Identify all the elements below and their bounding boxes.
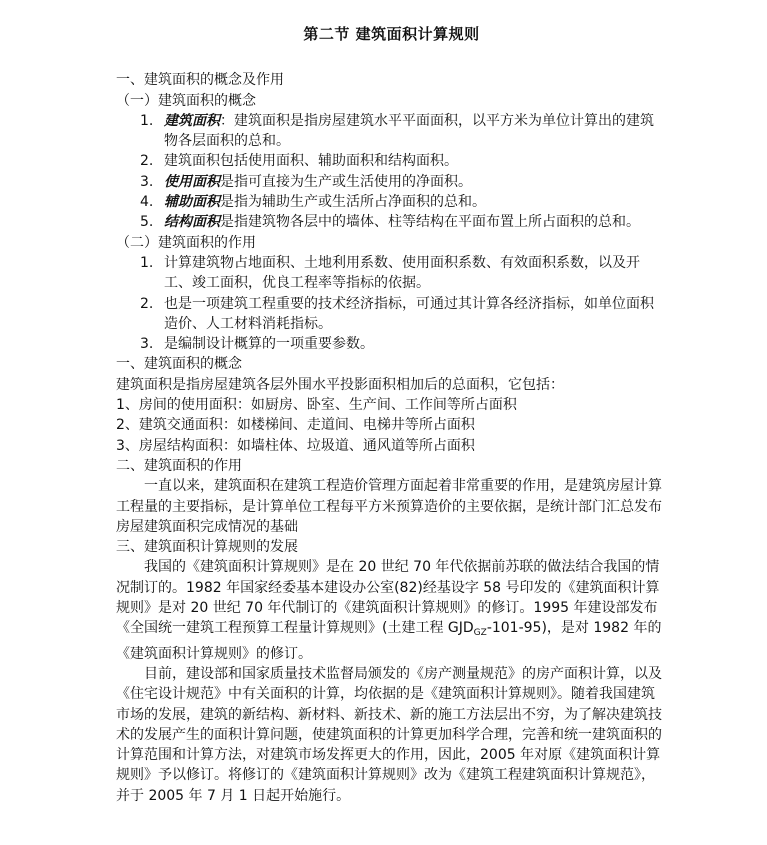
list-text: 是指为辅助生产或生活所占净面积的总和。 (220, 194, 486, 211)
list-item (116, 151, 667, 171)
list-text: 也是一项建筑工程重要的技术经济指标，可通过其计算各经济指标，如单位面积造价、人工材料消耗指标。 (164, 295, 654, 332)
list-item (116, 334, 667, 354)
list-text: 是指建筑物各层中的墙体、柱等结构在平面布置上所占面积的总和。 (220, 214, 640, 231)
list-number: 1. (140, 254, 154, 271)
term-label: 使用面积 (164, 173, 220, 190)
development-paragraph-1 (116, 557, 667, 663)
function-paragraph: 一直以来，建筑面积在建筑工程造价管理方面起着非常重要的作用，是建筑房屋计算工程量的主要指标，是计算单位工程每平方米预算造价的主要依据，是统计部门汇总发布房屋建筑面积完成情况的基础 (116, 478, 662, 535)
list-text: 建筑面积包括使用面积、辅助面积和结构面积。 (164, 153, 458, 170)
concept-intro: 建筑面积是指房屋建筑各层外围水平投影面积相加后的总面积，它包括： (116, 376, 564, 393)
term-label: 结构面积 (164, 214, 220, 231)
section-heading-function: 二、建筑面积的作用 (116, 457, 242, 474)
list-text: 是编制设计概算的一项重要参数。 (164, 336, 374, 353)
section-heading-development: 三、建筑面积计算规则的发展 (116, 539, 298, 556)
subsection-heading-function: （二）建筑面积的作用 (116, 234, 256, 251)
concept-line: 2、建筑交通面积：如楼梯间、走道间、电梯井等所占面积 (116, 417, 475, 434)
list-number: 4. (140, 194, 154, 211)
list-item (116, 212, 667, 232)
paragraph-text: 我国的《建筑面积计算规则》是在 20 世纪 70 年代依据前苏联的做法结合我国的情况制订的。1982 年国家经委基本建设办公室(82)经基设字 58 号印发的《建筑面积计算规则》是对 20 世纪 70 年代制订的《建筑面积计算规则》的修订。1995 年建设部发布《全国统一建筑工程预算工程量计算规则》(土建工程 GJD (116, 559, 660, 637)
list-text: 计算建筑物占地面积、土地利用系数、使用面积系数、有效面积系数，以及开工、竣工面积，优良工程率等指标的依据。 (164, 254, 640, 292)
list-item (116, 253, 667, 294)
list-number: 1. (140, 112, 154, 129)
list-number: 2. (140, 295, 154, 312)
list-item (116, 192, 667, 212)
list-item (116, 172, 667, 192)
list-text: 是指可直接为生产或生活使用的净面积。 (220, 173, 472, 190)
list-text: ：建筑面积是指房屋建筑水平平面面积，以平方米为单位计算出的建筑物各层面积的总和。 (164, 112, 654, 150)
concept-line: 1、房间的使用面积：如厨房、卧室、生产间、工作间等所占面积 (116, 397, 517, 414)
list-number: 5. (140, 214, 154, 231)
term-label: 辅助面积 (164, 194, 220, 211)
list-item (116, 294, 667, 335)
paragraph-text: -101-95)，是对 1982 年的《建筑面积计算规则》的修订。 (116, 620, 662, 662)
list-number: 3. (140, 173, 154, 190)
list-item (116, 111, 667, 152)
term-label: 建筑面积 (164, 112, 220, 129)
list-number: 2. (140, 153, 154, 170)
page-title: 第二节 建筑面积计算规则 (303, 25, 480, 43)
concept-line: 3、房屋结构面积：如墙柱体、垃圾道、通风道等所占面积 (116, 437, 475, 454)
subsection-heading-concept: （一）建筑面积的概念 (116, 92, 256, 109)
concept-list (116, 111, 667, 233)
function-list (116, 253, 667, 354)
section-heading-concept: 一、建筑面积的概念 (116, 356, 242, 373)
list-number: 3. (140, 336, 154, 353)
section-heading-concept-and-function: 一、建筑面积的概念及作用 (116, 72, 284, 89)
development-paragraph-2: 目前，建设部和国家质量技术监督局颁发的《房产测量规范》的房产面积计算，以及《住宅设计规范》中有关面积的计算，均依据的是《建筑面积计算规则》。随着我国建筑市场的发展，建筑的新结构、新材料、新技术、新的施工方法层出不穷，为了解决建筑技术的发展产生的面积计算问题，使建筑面积的计算更加科学合理，完善和统一建筑面积的计算范围和计算方法，对建筑市场发挥更大的作用，因此，2005 年对原《建筑面积计算规则》予以修订。将修订的《建筑面积计算规则》改为《建筑工程建筑面积计算规范》，并于 2005 年 7 月 1 日起开始施行。 (116, 665, 662, 804)
subscript-text: GZ (473, 628, 487, 639)
